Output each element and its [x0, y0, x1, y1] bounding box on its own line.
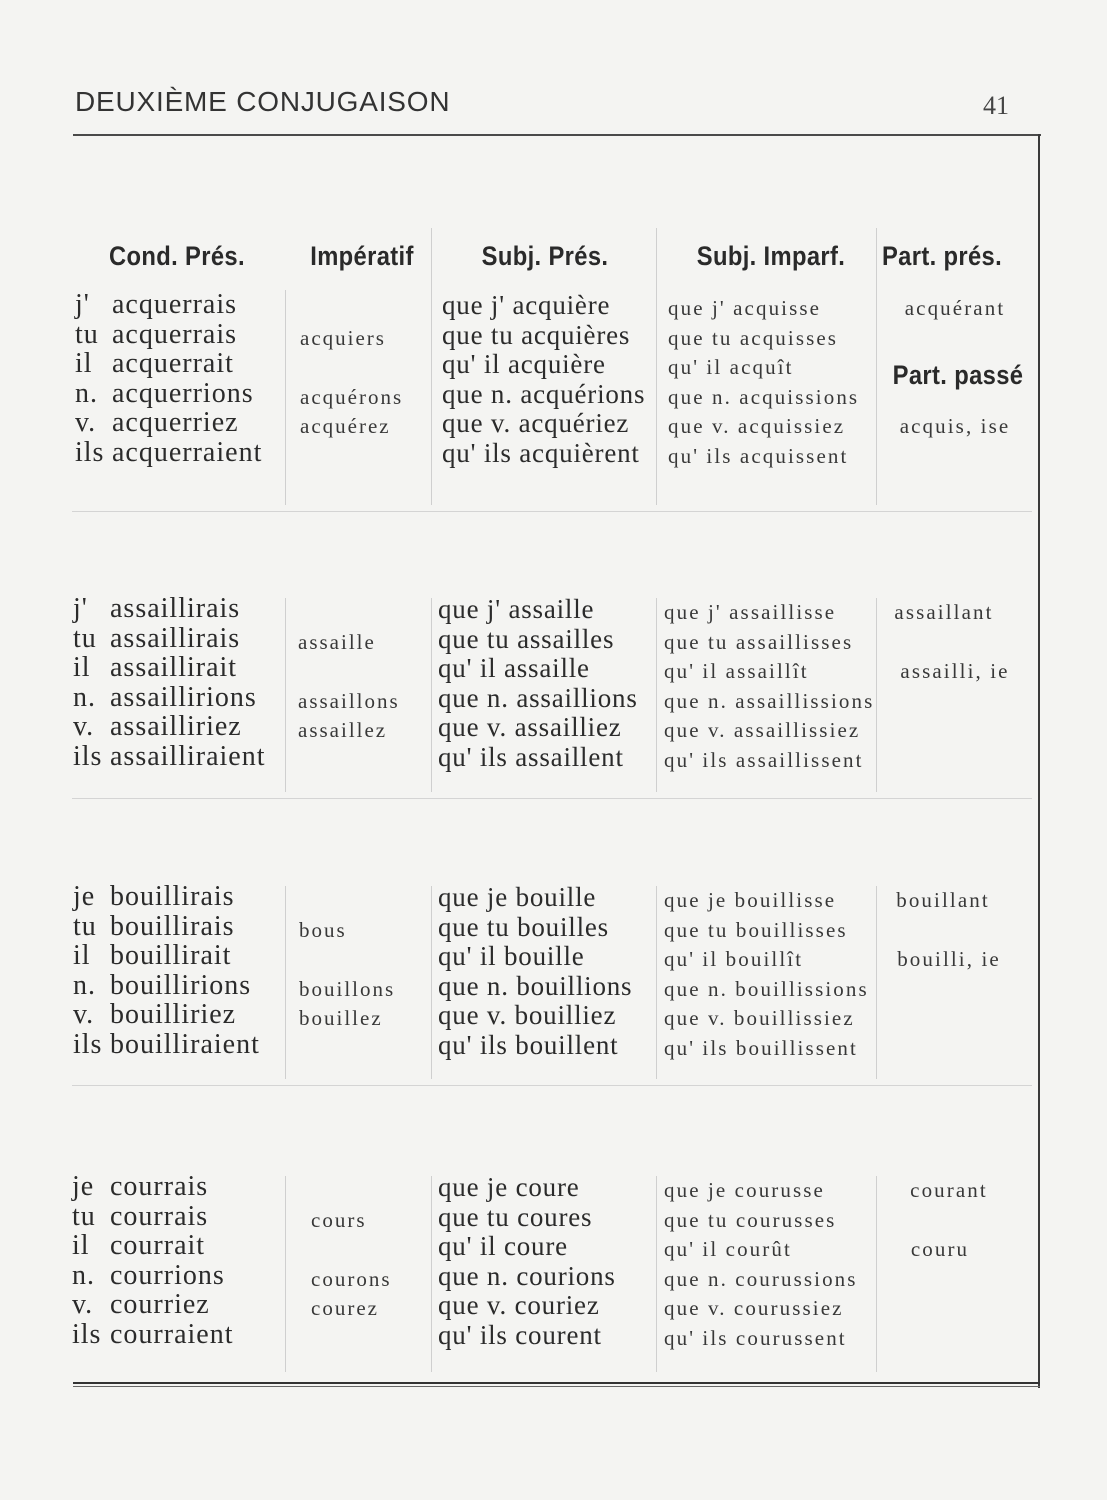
subj-imparf-form: que tu bouillisses: [664, 918, 848, 942]
cond-pres-form: assaillirais: [110, 623, 241, 654]
cond-pres-form: courrais: [110, 1201, 209, 1232]
subj-pres-form: que n. courions: [438, 1261, 616, 1291]
column-header-subj-imparf: Subj. Imparf.: [696, 241, 846, 271]
part-pres-form: bouillant: [896, 888, 990, 912]
column-header-part-pres: Part. prés.: [881, 241, 1003, 271]
column-divider: [431, 598, 432, 792]
column-divider: [285, 290, 286, 505]
part-passe-form: assailli, ie: [900, 659, 1010, 683]
subj-pres-form: qu' ils assaillent: [438, 742, 624, 772]
subj-imparf-form: que n. courussions: [664, 1267, 858, 1291]
subj-imparf-form: que j' acquisse: [668, 296, 822, 320]
imperatif-form: bouillez: [299, 1006, 383, 1030]
part-passe-form: acquis, ise: [899, 414, 1011, 438]
subj-imparf-form: que v. bouillissiez: [664, 1006, 855, 1030]
subj-pres-form: que v. assailliez: [438, 712, 622, 742]
cond-pres-pronoun: je: [72, 1171, 95, 1202]
subj-pres-form: qu' il bouille: [438, 941, 585, 971]
cond-pres-form: courrait: [110, 1230, 206, 1261]
imperatif-form: cours: [311, 1208, 367, 1232]
cond-pres-pronoun: ils: [75, 437, 105, 468]
bottom-rule: [73, 1382, 1040, 1387]
section-separator: [72, 511, 1032, 512]
subj-imparf-form: que n. acquissions: [668, 385, 860, 409]
column-divider: [876, 228, 877, 505]
cond-pres-pronoun: il: [72, 1230, 90, 1261]
cond-pres-form: assailliraient: [110, 741, 266, 772]
column-header-imperatif: Impératif: [310, 241, 414, 271]
cond-pres-pronoun: il: [75, 348, 93, 379]
imperatif-form: assaillez: [298, 718, 388, 742]
column-divider: [431, 228, 432, 505]
cond-pres-pronoun: n.: [75, 378, 98, 409]
subj-pres-form: qu' il coure: [438, 1231, 568, 1261]
subj-pres-form: que v. couriez: [438, 1290, 600, 1320]
column-header-part-passe: Part. passé: [892, 360, 1024, 390]
imperatif-form: bous: [299, 918, 347, 942]
section-separator: [72, 1085, 1032, 1086]
cond-pres-pronoun: n.: [72, 1260, 95, 1291]
cond-pres-form: acquerrait: [112, 348, 234, 379]
imperatif-form: assaillons: [298, 689, 400, 713]
subj-imparf-form: que je bouillisse: [664, 888, 837, 912]
subj-pres-form: que n. bouillions: [438, 971, 633, 1001]
subj-pres-form: qu' il acquière: [442, 349, 606, 379]
cond-pres-form: assaillirais: [110, 593, 241, 624]
cond-pres-pronoun: il: [73, 940, 91, 971]
cond-pres-form: acquerraient: [112, 437, 263, 468]
cond-pres-pronoun: il: [73, 652, 91, 683]
subj-imparf-form: qu' il bouillît: [664, 947, 804, 971]
cond-pres-form: bouillirais: [110, 911, 235, 942]
cond-pres-pronoun: tu: [75, 319, 99, 350]
section-separator: [72, 798, 1032, 799]
column-divider: [876, 598, 877, 792]
cond-pres-form: acquerrais: [112, 319, 238, 350]
part-pres-form: courant: [910, 1178, 988, 1202]
column-header-subj-pres: Subj. Prés.: [481, 241, 609, 271]
subj-pres-form: que v. acquériez: [442, 408, 630, 438]
imperatif-form: courons: [311, 1267, 392, 1291]
part-pres-form: assaillant: [894, 600, 994, 624]
part-pres-form: acquérant: [904, 296, 1006, 320]
cond-pres-form: courrais: [110, 1171, 209, 1202]
subj-pres-form: qu' ils courent: [438, 1320, 602, 1350]
cond-pres-pronoun: j': [73, 593, 88, 624]
subj-imparf-form: que tu courusses: [664, 1208, 837, 1232]
column-divider: [285, 1176, 286, 1372]
cond-pres-form: bouillirait: [110, 940, 232, 971]
subj-pres-form: que n. assaillions: [438, 683, 638, 713]
page-number: 41: [983, 91, 1009, 120]
cond-pres-pronoun: tu: [72, 1201, 96, 1232]
subj-pres-form: que tu assailles: [438, 624, 615, 654]
cond-pres-pronoun: n.: [73, 970, 96, 1001]
column-divider: [431, 1176, 432, 1372]
cond-pres-pronoun: v.: [73, 711, 95, 742]
subj-pres-form: que n. acquérions: [442, 379, 646, 409]
cond-pres-form: bouillirais: [110, 881, 235, 912]
cond-pres-pronoun: v.: [72, 1289, 94, 1320]
subj-pres-form: que tu bouilles: [438, 912, 609, 942]
cond-pres-pronoun: tu: [73, 623, 97, 654]
subj-pres-form: que j' acquière: [442, 290, 611, 320]
part-passe-form: bouilli, ie: [897, 947, 1001, 971]
subj-pres-form: que je bouille: [438, 882, 597, 912]
cond-pres-form: bouilliraient: [110, 1029, 260, 1060]
cond-pres-form: assaillirait: [110, 652, 238, 683]
right-rule: [1038, 134, 1040, 1388]
subj-pres-form: qu' il assaille: [438, 653, 590, 683]
subj-imparf-form: que je courusse: [664, 1178, 825, 1202]
subj-pres-form: que v. bouilliez: [438, 1000, 617, 1030]
subj-pres-form: que j' assaille: [438, 594, 595, 624]
column-divider: [656, 598, 657, 792]
imperatif-form: acquiers: [300, 326, 386, 350]
column-divider: [285, 598, 286, 792]
column-divider: [656, 228, 657, 505]
cond-pres-form: assailliriez: [110, 711, 242, 742]
cond-pres-form: courrions: [110, 1260, 225, 1291]
cond-pres-form: bouilliriez: [110, 999, 237, 1030]
column-divider: [876, 886, 877, 1079]
cond-pres-pronoun: tu: [73, 911, 97, 942]
subj-imparf-form: que j' assaillisse: [664, 600, 837, 624]
column-divider: [656, 1176, 657, 1372]
cond-pres-form: acquerriez: [112, 407, 239, 438]
imperatif-form: assaille: [298, 630, 376, 654]
cond-pres-form: courriez: [110, 1289, 210, 1320]
imperatif-form: bouillons: [299, 977, 396, 1001]
subj-imparf-form: qu' ils bouillissent: [664, 1036, 858, 1060]
subj-imparf-form: qu' ils acquissent: [668, 444, 849, 468]
subj-pres-form: qu' ils acquièrent: [442, 438, 640, 468]
cond-pres-form: bouillirions: [110, 970, 252, 1001]
cond-pres-pronoun: ils: [73, 1029, 103, 1060]
top-rule: [73, 134, 1041, 136]
subj-imparf-form: qu' ils courussent: [664, 1326, 847, 1350]
subj-imparf-form: que v. courussiez: [664, 1296, 844, 1320]
cond-pres-pronoun: v.: [75, 407, 97, 438]
cond-pres-pronoun: n.: [73, 682, 96, 713]
cond-pres-form: acquerrions: [112, 378, 254, 409]
column-header-cond-pres: Cond. Prés.: [109, 241, 245, 271]
subj-pres-form: que tu coures: [438, 1202, 593, 1232]
subj-imparf-form: que n. assaillissions: [664, 689, 875, 713]
page-header-title: DEUXIÈME CONJUGAISON: [75, 86, 451, 117]
subj-imparf-form: qu' il courût: [664, 1237, 792, 1261]
subj-imparf-form: que v. acquissiez: [668, 414, 846, 438]
column-divider: [285, 886, 286, 1079]
subj-imparf-form: que tu assaillisses: [664, 630, 854, 654]
subj-imparf-form: qu' ils assaillissent: [664, 748, 864, 772]
subj-pres-form: que je coure: [438, 1172, 580, 1202]
subj-imparf-form: que v. assaillissiez: [664, 718, 861, 742]
imperatif-form: acquérez: [300, 414, 391, 438]
cond-pres-pronoun: ils: [73, 741, 103, 772]
column-divider: [431, 886, 432, 1079]
subj-pres-form: que tu acquières: [442, 320, 631, 350]
cond-pres-form: acquerrais: [112, 289, 238, 320]
subj-imparf-form: que n. bouillissions: [664, 977, 869, 1001]
imperatif-form: courez: [311, 1296, 379, 1320]
imperatif-form: acquérons: [300, 385, 404, 409]
cond-pres-pronoun: v.: [73, 999, 95, 1030]
cond-pres-pronoun: ils: [72, 1319, 102, 1350]
column-divider: [656, 886, 657, 1079]
cond-pres-pronoun: j': [75, 289, 90, 320]
subj-imparf-form: qu' il assaillît: [664, 659, 809, 683]
cond-pres-form: courraient: [110, 1319, 234, 1350]
part-passe-form: couru: [910, 1237, 970, 1261]
cond-pres-form: assaillirions: [110, 682, 257, 713]
subj-imparf-form: qu' il acquît: [668, 355, 794, 379]
subj-imparf-form: que tu acquisses: [668, 326, 839, 350]
subj-pres-form: qu' ils bouillent: [438, 1030, 619, 1060]
column-divider: [876, 1176, 877, 1372]
cond-pres-pronoun: je: [73, 881, 96, 912]
